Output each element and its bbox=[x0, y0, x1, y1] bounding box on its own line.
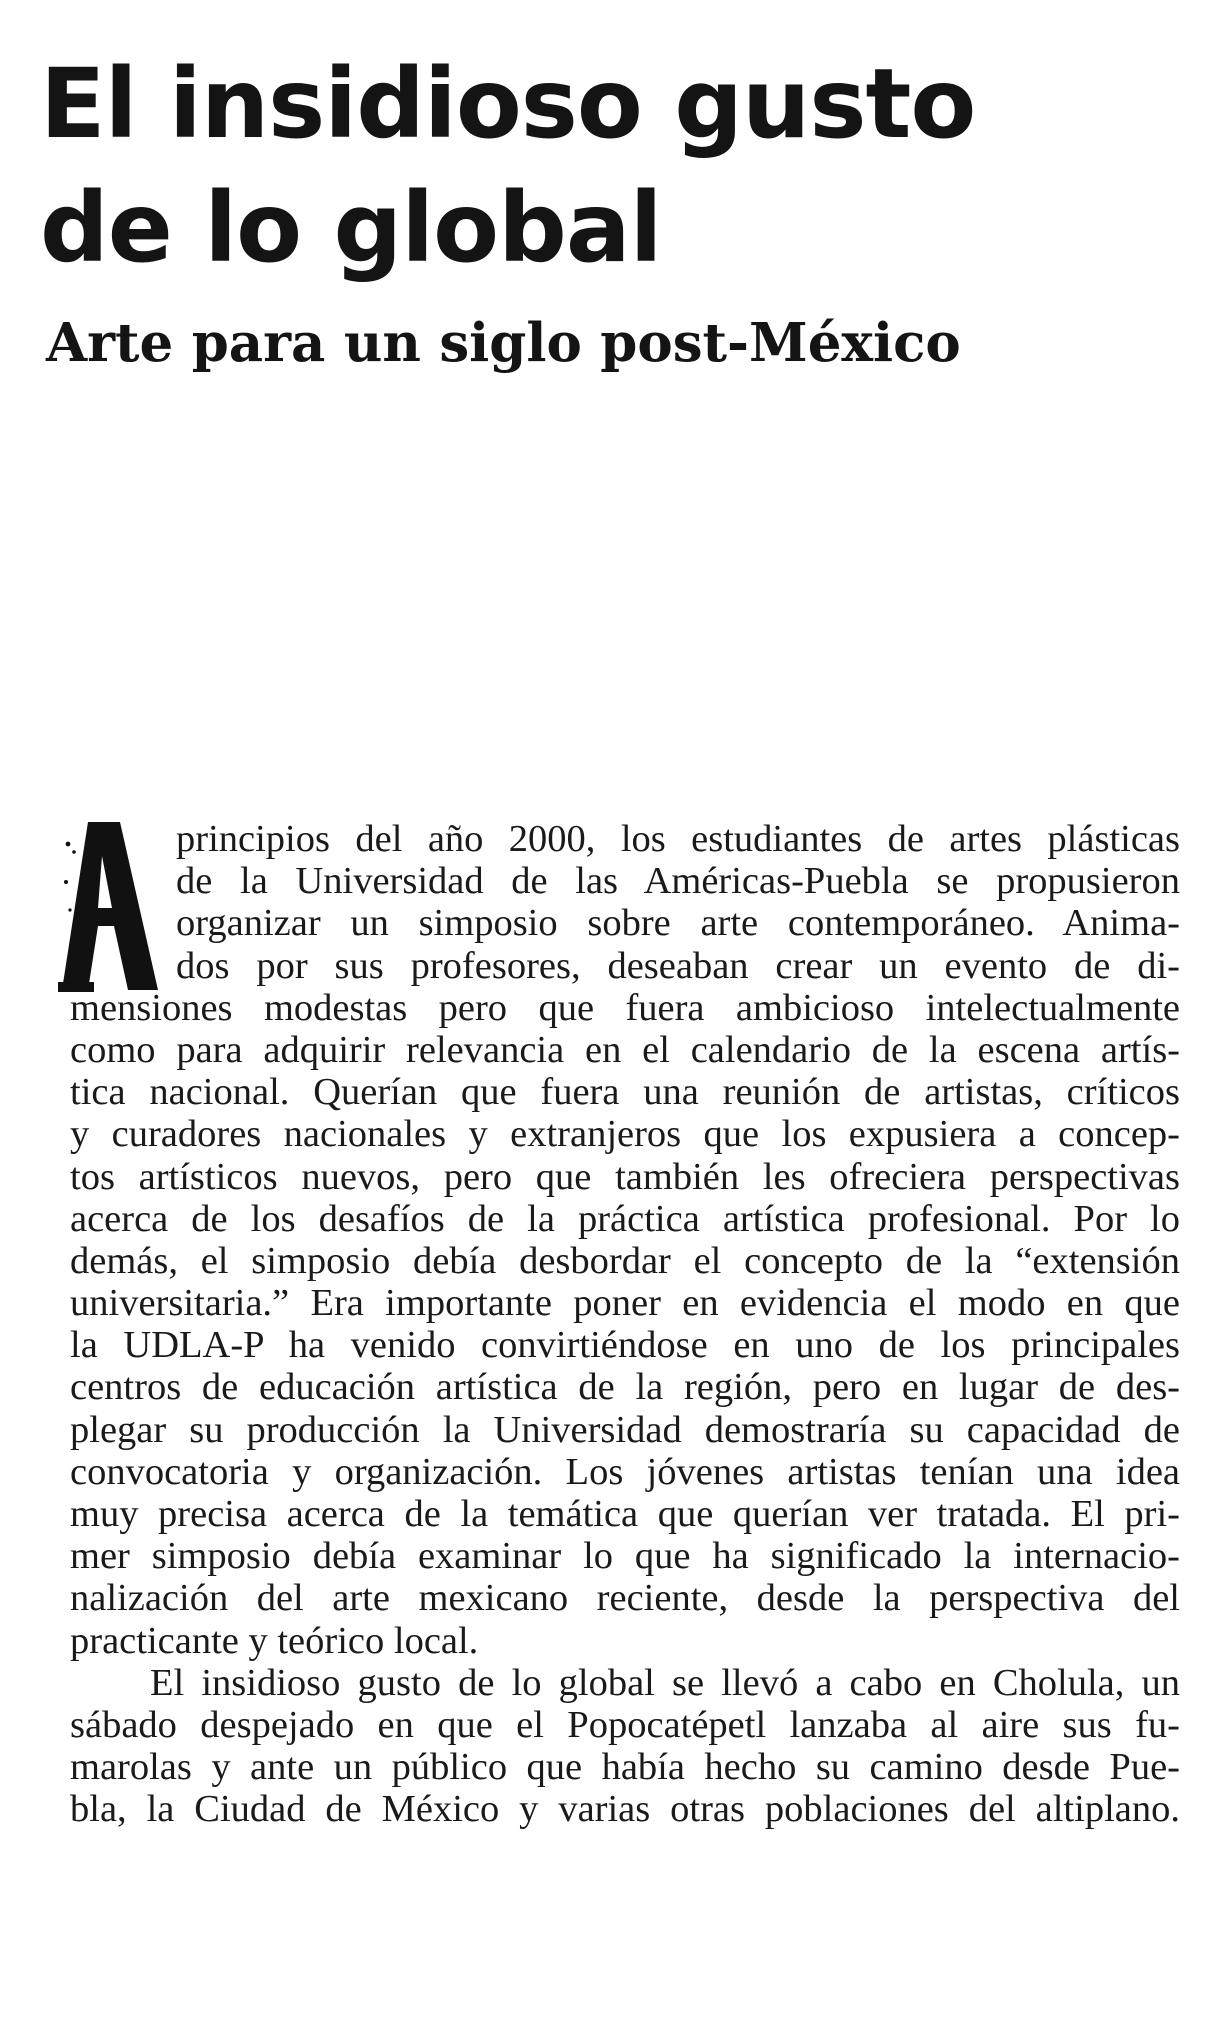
article-subtitle: Arte para un siglo post-México bbox=[46, 312, 961, 374]
body-line: sábado despejado en que el Popocatépetl lanzaba al aire sus fu- bbox=[70, 1703, 1180, 1746]
body-line: nalización del arte mexicano reciente, desde la perspectiva del bbox=[70, 1577, 1180, 1620]
body-line: practicante y teórico local. bbox=[70, 1619, 479, 1662]
paragraph-1 bbox=[70, 818, 1180, 1662]
body-line: convocatoria y organización. Los jóvenes artistas tenían una idea bbox=[70, 1450, 1180, 1493]
article-body bbox=[70, 818, 1180, 1831]
body-line: bla, la Ciudad de México y varias otras poblaciones del altiplano. bbox=[70, 1788, 1180, 1831]
body-line: principios del año 2000, los estudiantes de artes plásticas bbox=[176, 818, 1180, 860]
body-line: acerca de los desafíos de la práctica artística profesional. Por lo bbox=[70, 1197, 1180, 1240]
body-line: marolas y ante un público que había hecho su camino desde Pue- bbox=[70, 1746, 1180, 1789]
article-title-line-1: El insidioso gusto bbox=[40, 48, 976, 160]
body-line: de la Universidad de las Américas-Puebla se propusieron bbox=[176, 860, 1180, 903]
body-line: mer simposio debía examinar lo que ha significado la internacio- bbox=[70, 1535, 1180, 1578]
body-line: dos por sus profesores, deseaban crear un evento de di- bbox=[176, 944, 1180, 987]
article-title bbox=[40, 42, 1140, 290]
body-line: centros de educación artística de la región, pero en lugar de des- bbox=[70, 1366, 1180, 1409]
body-line: y curadores nacionales y extranjeros que los expusiera a concep- bbox=[70, 1113, 1180, 1156]
body-line: la UDLA-P ha venido convirtiéndose en uno de los principales bbox=[70, 1324, 1180, 1367]
body-line: universitaria.” Era importante poner en evidencia el modo en que bbox=[70, 1282, 1180, 1325]
body-line: muy precisa acerca de la temática que querían ver tratada. El pri- bbox=[70, 1493, 1180, 1535]
body-line: tica nacional. Querían que fuera una reunión de artistas, críticos bbox=[70, 1071, 1180, 1114]
body-line: El insidioso gusto de lo global se llevó a cabo en Cholula, un bbox=[150, 1661, 1180, 1704]
body-line: tos artísticos nuevos, pero que también les ofreciera perspectivas bbox=[70, 1155, 1180, 1198]
body-line: mensiones modestas pero que fuera ambicioso intelectualmente bbox=[70, 986, 1180, 1029]
body-line: como para adquirir relevancia en el calendario de la escena artís- bbox=[70, 1028, 1180, 1071]
body-line: demás, el simposio debía desbordar el concepto de la “extensión bbox=[70, 1239, 1180, 1282]
body-line: organizar un simposio sobre arte contemporáneo. Anima- bbox=[176, 902, 1180, 945]
article-title-line-2: de lo global bbox=[40, 172, 662, 284]
paragraph-2 bbox=[70, 1662, 1180, 1831]
body-line: plegar su producción la Universidad demostraría su capacidad de bbox=[70, 1408, 1180, 1451]
